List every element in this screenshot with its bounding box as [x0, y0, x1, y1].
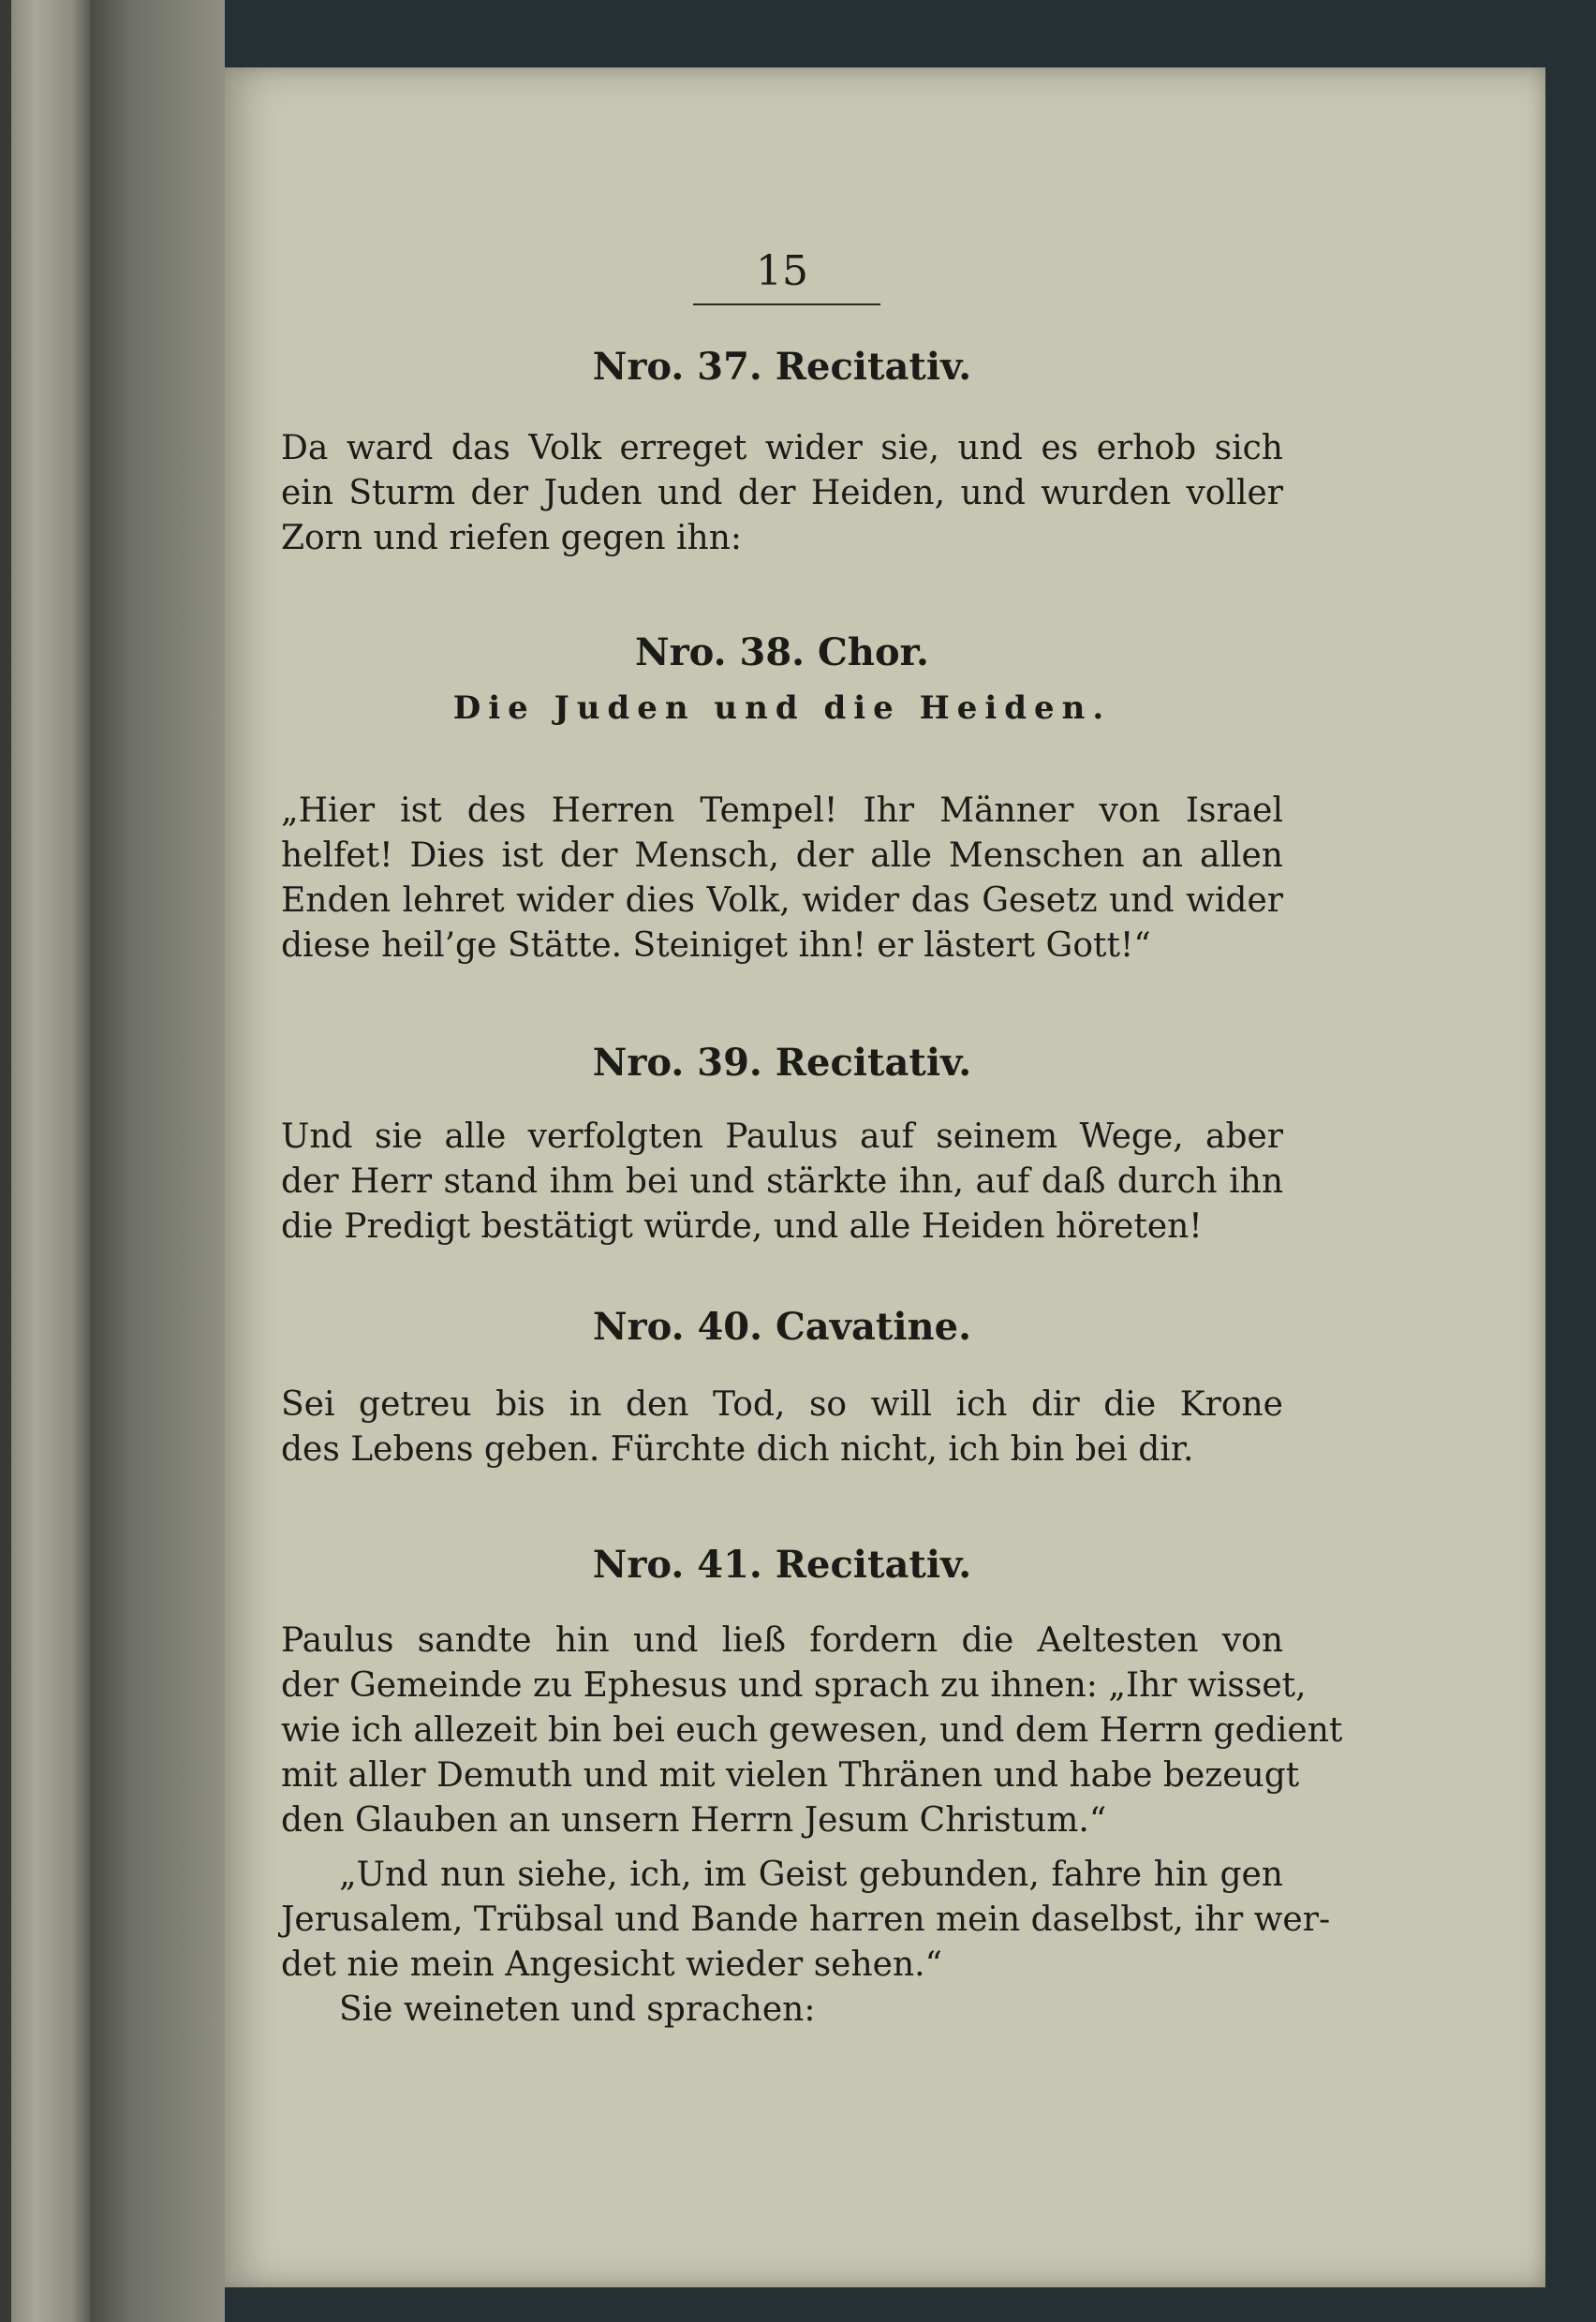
book-binding	[90, 0, 225, 2322]
text-line: helfet! Dies ist der Mensch, der alle Menschen an allen	[281, 836, 1283, 875]
text-line: der Herr stand ihm bei und stärkte ihn, auf daß durch ihn	[281, 1162, 1283, 1201]
paragraph-41-b	[281, 1853, 1331, 1988]
text-line: Paulus sandte hin und ließ fordern die Aeltesten von	[281, 1621, 1283, 1660]
facing-page-edge	[0, 0, 90, 2322]
paragraph-39	[281, 1115, 1283, 1250]
paragraph-38	[281, 789, 1283, 969]
text-line: ein Sturm der Juden und der Heiden, und wurden voller	[281, 474, 1283, 512]
section-heading-37: Nro. 37. Recitativ.	[592, 345, 972, 389]
paragraph-40	[281, 1383, 1283, 1472]
text-line: diese heil’ge Stätte. Steiniget ihn! er lästert Gott!“	[281, 926, 1151, 965]
text-line: die Predigt bestätigt würde, und alle Heiden höreten!	[281, 1207, 1203, 1246]
text-line: Zorn und riefen gegen ihn:	[281, 519, 743, 557]
paragraph-41-c	[281, 1988, 1283, 2033]
book-spine-edge	[0, 0, 11, 2322]
text-line: Sie weineten und sprachen:	[339, 1990, 816, 2029]
section-subheading-38: Die Juden und die Heiden.	[452, 689, 1112, 727]
paragraph-37	[281, 426, 1283, 561]
page-number: 15	[756, 247, 808, 295]
page-number-rule	[693, 303, 880, 305]
text-line: Enden lehret wider dies Volk, wider das Gesetz und wider	[281, 881, 1283, 920]
text-line: wie ich allezeit bin bei euch gewesen, und dem Herrn gedient	[281, 1711, 1343, 1750]
text-line: det nie mein Angesicht wieder sehen.“	[281, 1945, 943, 1984]
section-heading-39: Nro. 39. Recitativ.	[592, 1041, 972, 1085]
text-line: den Glauben an unsern Herrn Jesum Christum.“	[281, 1801, 1107, 1840]
text-line: des Lebens geben. Fürchte dich nicht, ich bin bei dir.	[281, 1430, 1194, 1469]
section-heading-41: Nro. 41. Recitativ.	[592, 1543, 972, 1587]
text-line: Jerusalem, Trübsal und Bande harren mein daselbst, ihr wer-	[281, 1900, 1331, 1939]
text-line: Sei getreu bis in den Tod, so will ich dir die Krone	[281, 1385, 1283, 1424]
text-line: mit aller Demuth und mit vielen Thränen und habe bezeugt	[281, 1756, 1300, 1795]
text-line: Und sie alle verfolgten Paulus auf seinem Wege, aber	[281, 1117, 1283, 1156]
paragraph-41-a	[281, 1619, 1343, 1843]
text-line: „Hier ist des Herren Tempel! Ihr Männer von Israel	[281, 791, 1283, 830]
text-line: der Gemeinde zu Ephesus und sprach zu ihnen: „Ihr wisset,	[281, 1666, 1307, 1705]
text-line: „Und nun siehe, ich, im Geist gebunden, fahre hin gen	[339, 1856, 1283, 1894]
section-heading-40: Nro. 40. Cavatine.	[592, 1305, 972, 1349]
text-line: Da ward das Volk erreget wider sie, und es erhob sich	[281, 429, 1283, 467]
section-heading-38: Nro. 38. Chor.	[635, 630, 929, 674]
